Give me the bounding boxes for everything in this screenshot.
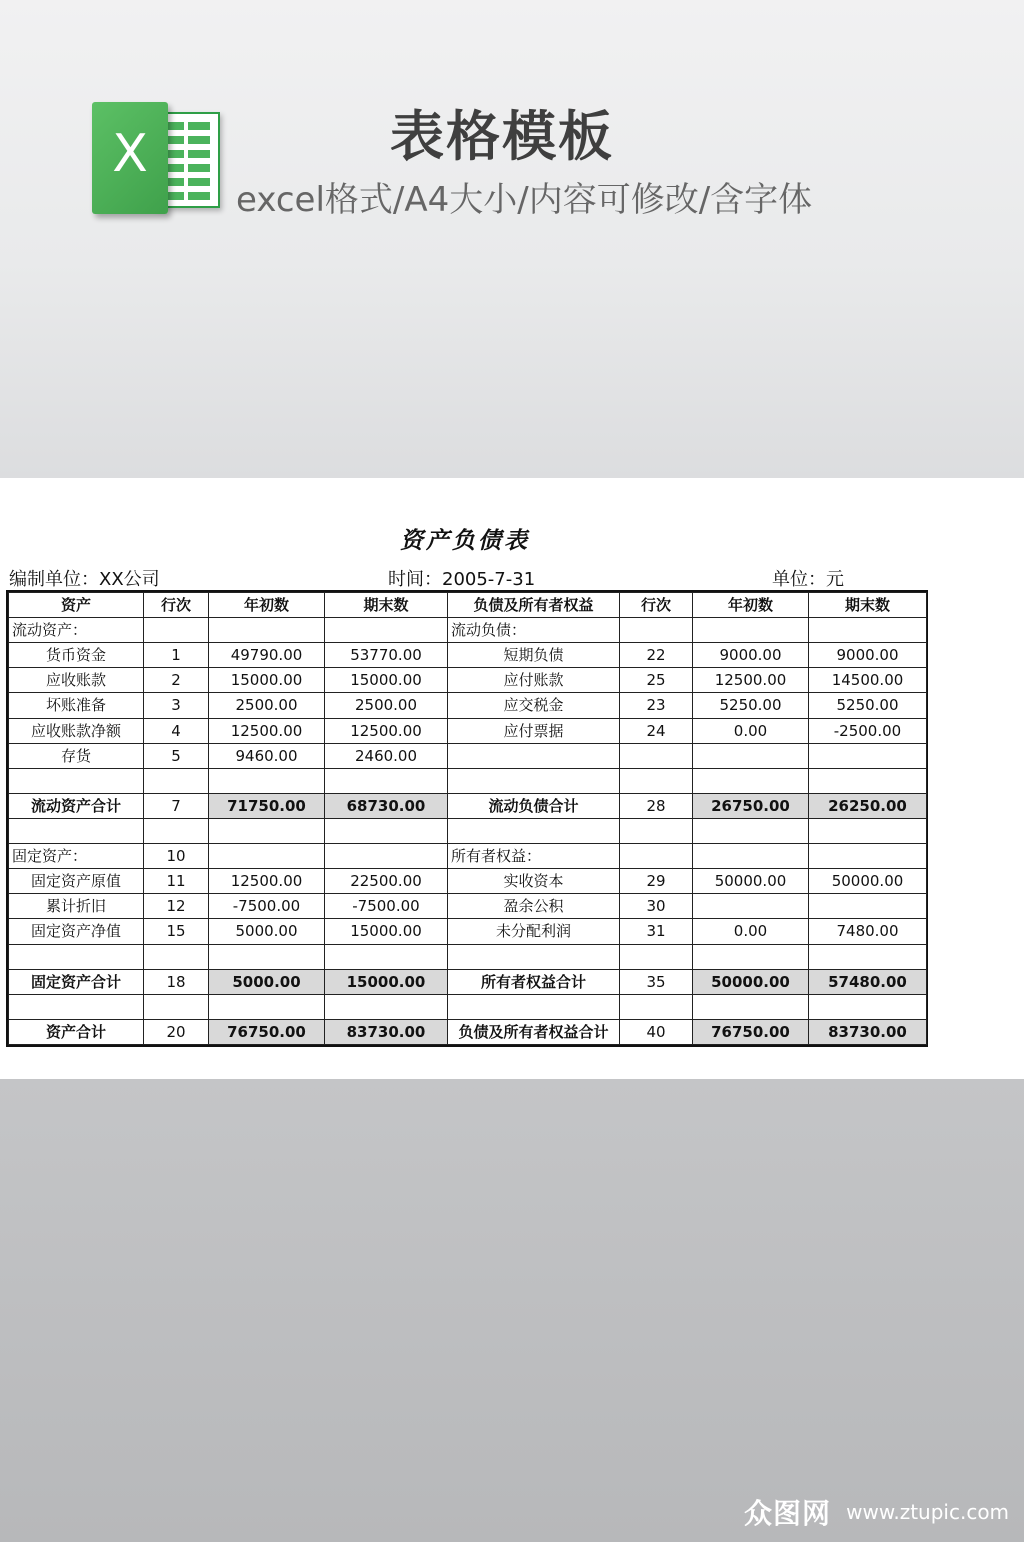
table-cell: 固定资产原值 [9,869,144,894]
table-cell: 固定资产净值 [9,919,144,944]
table-cell: 坏账准备 [9,693,144,718]
table-cell: 应交税金 [448,693,620,718]
table-cell [620,944,693,969]
table-cell: 12500.00 [693,668,809,693]
table-cell: 12500.00 [209,869,325,894]
table-cell: 流动资产合计 [9,793,144,818]
table-cell [9,818,144,843]
table-cell: 2500.00 [209,693,325,718]
table-cell [325,768,448,793]
table-row [9,768,927,793]
table-cell: 14500.00 [809,668,927,693]
table-cell: 26250.00 [809,793,927,818]
table-cell: 4 [144,718,209,743]
table-cell: 应付账款 [448,668,620,693]
total-row [9,793,927,818]
table-cell [209,844,325,869]
table-cell [809,618,927,643]
table-cell [325,994,448,1019]
table-cell: 15000.00 [325,919,448,944]
table-cell: 5250.00 [809,693,927,718]
table-cell [620,768,693,793]
table-cell: 盈余公积 [448,894,620,919]
table-cell: 0.00 [693,919,809,944]
column-header: 年初数 [209,593,325,618]
table-cell [809,818,927,843]
table-cell [693,894,809,919]
page-subtitle: excel格式/A4大小/内容可修改/含字体 [236,180,813,220]
table-cell: 50000.00 [693,869,809,894]
table-cell [448,994,620,1019]
currency-unit-label: 单位：元 [772,569,844,590]
table-cell: 28 [620,793,693,818]
table-cell: 5000.00 [209,969,325,994]
header-banner [0,0,1024,478]
table-cell: 31 [620,919,693,944]
table-cell: 76750.00 [209,1019,325,1044]
table-cell [809,894,927,919]
footer-band [0,1079,1024,1542]
table-cell: 7480.00 [809,919,927,944]
table-cell: 资产合计 [9,1019,144,1044]
table-cell [693,844,809,869]
table-cell [9,768,144,793]
table-cell [144,994,209,1019]
table-cell [693,818,809,843]
column-header: 年初数 [693,593,809,618]
column-header: 行次 [144,593,209,618]
table-cell [209,944,325,969]
table-cell [693,944,809,969]
table-cell: 25 [620,668,693,693]
column-header: 期末数 [325,593,448,618]
table-row [9,994,927,1019]
table-cell: 固定资产合计 [9,969,144,994]
table-cell [144,618,209,643]
table-cell: 3 [144,693,209,718]
table-row [9,818,927,843]
table-cell: 12500.00 [209,718,325,743]
table-cell [448,818,620,843]
table-cell: 2 [144,668,209,693]
table-cell: 应收账款 [9,668,144,693]
column-header: 资产 [9,593,144,618]
table-cell: 存货 [9,743,144,768]
table-cell: 30 [620,894,693,919]
table-cell [9,994,144,1019]
table-cell: 未分配利润 [448,919,620,944]
table-cell: 15000.00 [325,969,448,994]
table-row [9,668,927,693]
table-cell: 5000.00 [209,919,325,944]
table-row [9,894,927,919]
table-cell: 固定资产： [9,844,144,869]
table-cell: 0.00 [693,718,809,743]
table-cell: 10 [144,844,209,869]
table-cell: 53770.00 [325,643,448,668]
table-cell [809,743,927,768]
table-cell: 9000.00 [809,643,927,668]
table-cell [448,743,620,768]
excel-icon [92,102,226,214]
table-cell [144,818,209,843]
table-row [9,643,927,668]
table-cell: 流动资产： [9,618,144,643]
table-cell: 15000.00 [209,668,325,693]
table-cell: 18 [144,969,209,994]
table-cell [325,944,448,969]
table-cell: 22 [620,643,693,668]
table-cell: 12 [144,894,209,919]
table-cell: 71750.00 [209,793,325,818]
table-row [9,869,927,894]
excel-book-icon [92,102,168,214]
compiling-unit-label: 编制单位：XX公司 [9,569,160,590]
table-cell [693,768,809,793]
table-row [9,718,927,743]
table-cell: 76750.00 [693,1019,809,1044]
column-header: 负债及所有者权益 [448,593,620,618]
table-cell: 15000.00 [325,668,448,693]
column-header: 期末数 [809,593,927,618]
table-cell: 11 [144,869,209,894]
table-cell: 57480.00 [809,969,927,994]
table-cell [809,768,927,793]
table-cell: 9460.00 [209,743,325,768]
watermark [744,1492,1014,1532]
table-cell: 49790.00 [209,643,325,668]
table-cell [809,944,927,969]
table-cell: 12500.00 [325,718,448,743]
table-cell [325,818,448,843]
table-cell: 22500.00 [325,869,448,894]
table-cell [809,844,927,869]
total-row [9,969,927,994]
balance-sheet-table [6,590,928,1047]
page-title: 表格模板 [390,105,614,168]
table-cell: 24 [620,718,693,743]
table-cell [693,618,809,643]
table-cell: 83730.00 [809,1019,927,1044]
table-cell [448,768,620,793]
table-cell [448,944,620,969]
table-cell: 流动负债合计 [448,793,620,818]
table-cell [620,818,693,843]
table-cell: 累计折旧 [9,894,144,919]
table-row [9,743,927,768]
table-cell: 40 [620,1019,693,1044]
watermark-url: www.ztupic.com [846,1500,1010,1524]
table-cell [620,994,693,1019]
table-cell [620,618,693,643]
table-cell: 负债及所有者权益合计 [448,1019,620,1044]
table-cell: 15 [144,919,209,944]
table-cell [209,818,325,843]
document-title: 资产负债表 [400,527,530,554]
table-cell: 68730.00 [325,793,448,818]
table-cell: 货币资金 [9,643,144,668]
table-cell [209,618,325,643]
table-cell: 5 [144,743,209,768]
table-cell: 50000.00 [693,969,809,994]
table-cell: 23 [620,693,693,718]
table-cell: 7 [144,793,209,818]
table-cell [325,618,448,643]
watermark-logo: 众图网 [744,1497,832,1530]
table-cell: 20 [144,1019,209,1044]
table-cell [144,768,209,793]
table-cell [209,994,325,1019]
table-row [9,919,927,944]
table-row [9,693,927,718]
table-cell: -2500.00 [809,718,927,743]
table-cell [620,743,693,768]
table-cell: 所有者权益合计 [448,969,620,994]
table-cell: 2460.00 [325,743,448,768]
excel-letter: X [112,124,148,184]
table-cell [325,844,448,869]
table-header-row [9,593,927,618]
table-cell: 35 [620,969,693,994]
table-cell [693,994,809,1019]
table-cell: 所有者权益： [448,844,620,869]
table-cell: 应付票据 [448,718,620,743]
table-cell [620,844,693,869]
total-row [9,1019,927,1044]
table-cell: 83730.00 [325,1019,448,1044]
table-cell: 5250.00 [693,693,809,718]
table-cell: 短期负债 [448,643,620,668]
table-cell: -7500.00 [209,894,325,919]
table-cell: 50000.00 [809,869,927,894]
table-row [9,944,927,969]
column-header: 行次 [620,593,693,618]
table-cell: 2500.00 [325,693,448,718]
table-cell: 9000.00 [693,643,809,668]
table-cell: 1 [144,643,209,668]
table-cell [693,743,809,768]
table-cell [144,944,209,969]
table-cell: -7500.00 [325,894,448,919]
table-cell: 29 [620,869,693,894]
table-cell [9,944,144,969]
table-cell [809,994,927,1019]
table-cell: 实收资本 [448,869,620,894]
table-cell: 26750.00 [693,793,809,818]
table-cell [209,768,325,793]
table-cell: 流动负债： [448,618,620,643]
section-row [9,844,927,869]
table-cell: 应收账款净额 [9,718,144,743]
section-row [9,618,927,643]
date-label: 时间：2005-7-31 [388,569,536,590]
